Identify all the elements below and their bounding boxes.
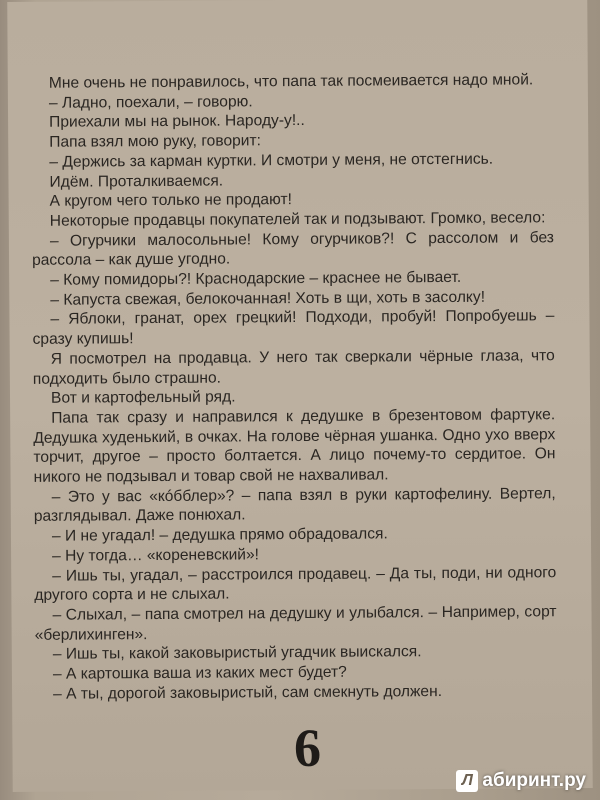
paragraph: – Это у вас «кóбблер»? – папа взял в руки картофелину. Вертел, разглядывал. Даже понюхал. [33, 484, 556, 526]
paragraph: – Ладно, поехали, – говорю. [48, 93, 253, 112]
paragraph: Вот и картофельный ряд. [50, 388, 236, 407]
paragraph: – Ишь ты, угадал, – расстроился продавец. – Да ты, поди, ни одного другого сорта и не слыхал. [34, 563, 557, 605]
paragraph: – Яблоки, гранат, орех грецкий! Подходи, пробуй! Попробуешь – сразу купишь! [32, 307, 555, 349]
page-text [31, 70, 557, 704]
page-number: 6 [293, 717, 322, 779]
book-page [7, 0, 593, 792]
labirint-watermark [456, 770, 586, 792]
paragraph: – Кому помидоры?! Краснодарские – краснее не бывает. [50, 268, 462, 289]
paragraph: – Ну тогда… «кореневский»! [52, 546, 260, 565]
paragraph: – Ишь ты, какой заковыристый угадчик выискался. [52, 643, 422, 664]
paragraph: Идём. Проталкиваемся. [49, 172, 224, 191]
paragraph: – Слыхал, – папа смотрел на дедушку и улыбался. – Например, сорт «берлихинген». [34, 603, 557, 644]
paragraph: – И не угадал! – дедушка прямо обрадовался. [51, 525, 388, 545]
paragraph: Я посмотрел на продавца. У него так сверкали чёрные глаза, что подходить было страшно. [32, 347, 555, 388]
paragraph: Некоторые продавцы покупателей так и подзывают. Громко, весело: [49, 209, 546, 230]
watermark-text: абиринт.ру [482, 770, 586, 791]
paragraph: – Капуста свежая, белокочанная! Хоть в щи, хоть в засолку! [50, 288, 486, 309]
paragraph: – А ты, дорогой заковыристый, сам смекнуть должен. [53, 682, 443, 703]
paragraph: Мне очень не понравилось, что папа так посмеивается надо мной. [48, 71, 534, 92]
paragraph: – Огурчики малосольные! Кому огурчиков?! С рассолом и без рассола – как душе угодно. [31, 228, 554, 270]
paragraph: А кругом чего только не продают! [49, 191, 292, 210]
paragraph: – Держись за карман куртки. И смотри у меня, не отстегнись. [49, 150, 494, 171]
paragraph: Папа так сразу и направился к дедушке в брезентовом фартуке. Дедушка худенький, в очках. На голове чёрная ушанка. Одно ухо вверх торчит, другое – просто болтается. А лицо почему-то сердитое. Он никого не подзывал и товар свой не нахваливал. [33, 406, 556, 486]
labirint-logo-icon: Л [456, 770, 478, 792]
paragraph: Приехали мы на рынок. Народу-у!.. [49, 112, 305, 132]
paragraph: Папа взял мою руку, говорит: [49, 132, 262, 151]
paragraph: – А картошка ваша из каких мест будет? [52, 663, 347, 683]
